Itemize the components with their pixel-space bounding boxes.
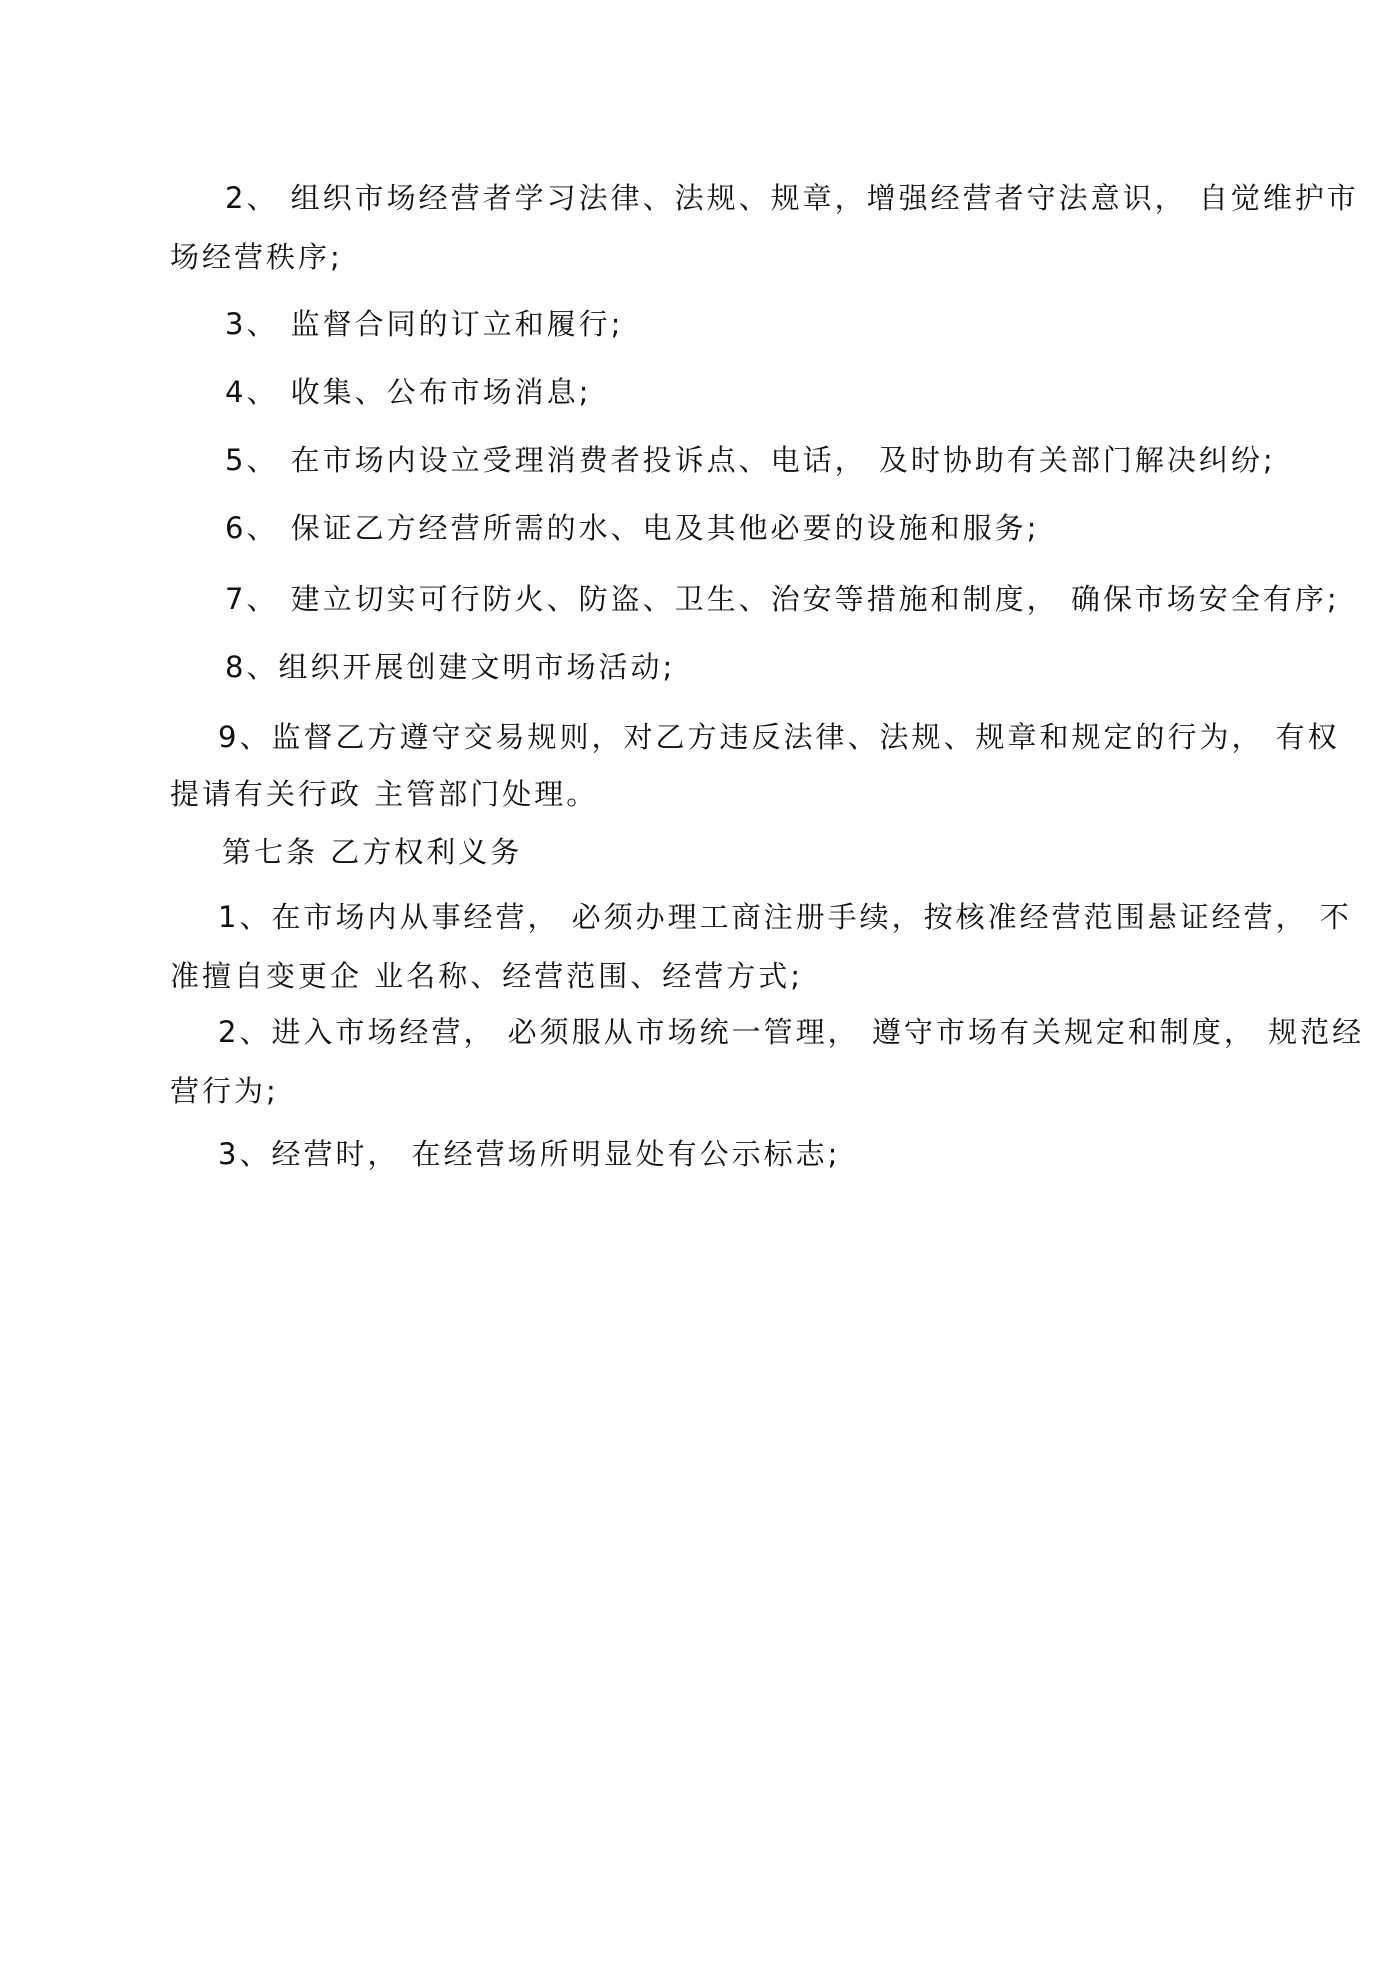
clause-6-item-2-line-1: 2、 组织市场经营者学习法律、法规、规章，增强经营者守法意识， 自觉维护市 [225,181,1359,215]
clause-6-item-6: 6、 保证乙方经营所需的水、电及其他必要的设施和服务; [225,511,1040,545]
clause-6-item-5: 5、 在市场内设立受理消费者投诉点、电话， 及时协助有关部门解决纠纷; [225,443,1276,477]
clause-6-item-2-line-2: 场经营秩序; [170,240,343,274]
clause-6-item-8: 8、组织开展创建文明市场活动; [225,650,676,684]
clause-6-item-9-line-2: 提请有关行政 主管部门处理。 [170,777,599,811]
article-7-heading: 第七条 乙方权利义务 [222,835,523,869]
clause-7-item-3: 3、经营时， 在经营场所明显处有公示标志; [218,1137,841,1171]
clause-7-item-1-line-2: 准擅自变更企 业名称、经营范围、经营方式; [170,959,803,993]
clause-7-item-2-line-1: 2、进入市场经营， 必须服从市场统一管理， 遵守市场有关规定和制度， 规范经 [218,1015,1365,1049]
clause-6-item-3: 3、 监督合同的订立和履行; [225,307,624,341]
clause-7-item-2-line-2: 营行为; [170,1074,279,1108]
clause-6-item-7: 7、 建立切实可行防火、防盗、卫生、治安等措施和制度， 确保市场安全有序; [225,582,1340,616]
clause-7-item-1-line-1: 1、在市场内从事经营， 必须办理工商注册手续，按核准经营范围悬证经营， 不 [218,900,1352,934]
clause-6-item-4: 4、 收集、公布市场消息; [225,375,592,409]
clause-6-item-9-line-1: 9、监督乙方遵守交易规则，对乙方违反法律、法规、规章和规定的行为， 有权 [218,720,1340,754]
